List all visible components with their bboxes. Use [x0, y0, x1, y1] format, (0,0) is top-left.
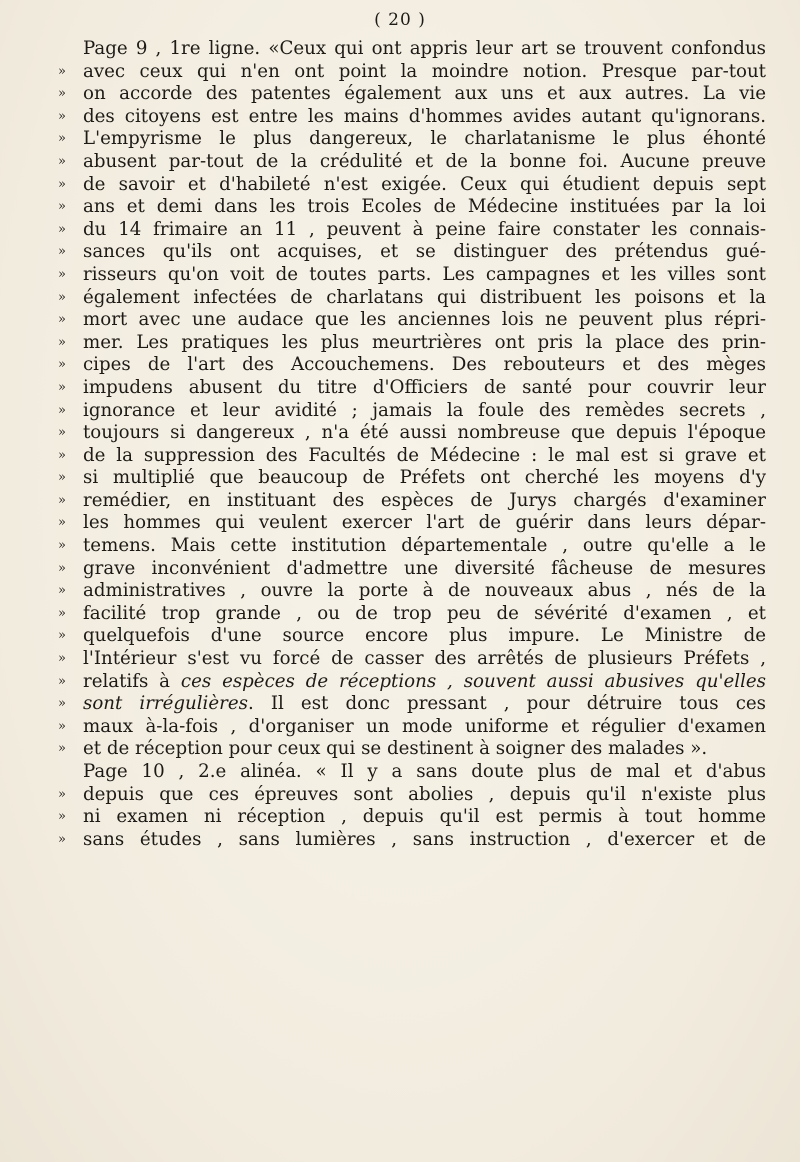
line-text: abusent par-tout de la crédulité et de la bonne foi. Aucune preuve	[83, 150, 766, 172]
line-text: ans et demi dans les trois Ecoles de Médecine instituées par la loi	[83, 196, 766, 218]
quote-continuation-mark: »	[58, 402, 66, 418]
text-line	[58, 738, 766, 761]
quote-continuation-mark: »	[58, 266, 66, 282]
text-line	[58, 287, 766, 310]
text-line	[58, 761, 766, 784]
line-text: Page 9 , 1re ligne. «Ceux qui ont appris leur art se trouvent confondus	[83, 38, 766, 59]
line-text: administratives , ouvre la porte à de nouveaux abus , nés de la	[83, 580, 766, 602]
line-text: cipes de l'art des Accouchemens. Des rebouteurs et des mèges	[83, 354, 766, 376]
quote-continuation-mark: »	[58, 334, 66, 350]
italic-text: ces espèces de réceptions , souvent aussi abusives qu'elles	[180, 670, 766, 692]
line-text	[83, 693, 766, 716]
quote-continuation-mark: »	[58, 560, 66, 576]
line-text: on accorde des patentes également aux uns et aux autres. La vie	[83, 83, 766, 105]
text-line	[58, 784, 766, 807]
text-line	[58, 671, 766, 694]
text-line	[58, 558, 766, 581]
text-line	[58, 490, 766, 513]
italic-text: sont irrégulières	[83, 693, 248, 715]
quote-continuation-mark: »	[58, 176, 66, 192]
line-text: mer. Les pratiques les plus meurtrières ont pris la place des prin-	[83, 331, 766, 353]
text-line	[58, 38, 766, 61]
text-line	[58, 806, 766, 829]
line-text: impudens abusent du titre d'Officiers de santé pour couvrir leur	[83, 376, 766, 398]
quote-continuation-mark: »	[58, 63, 66, 79]
line-text: maux à-la-fois , d'organiser un mode uniforme et régulier d'examen	[83, 715, 766, 737]
text-line	[58, 716, 766, 739]
text-line	[58, 603, 766, 626]
text-line	[58, 829, 766, 852]
line-text: du 14 frimaire an 11 , peuvent à peine faire constater les connais-	[83, 218, 766, 240]
text-line	[58, 648, 766, 671]
text-line	[58, 128, 766, 151]
line-text: des citoyens est entre les mains d'hommes avides autant qu'ignorans.	[83, 105, 766, 127]
quote-continuation-mark: »	[58, 718, 66, 734]
text-line	[58, 693, 766, 716]
quote-continuation-mark: »	[58, 425, 66, 441]
quote-continuation-mark: »	[58, 357, 66, 373]
line-text: avec ceux qui n'en ont point la moindre notion. Presque par-tout	[83, 60, 766, 82]
page-number: ( 20 )	[374, 10, 426, 30]
text-line	[58, 309, 766, 332]
line-text: L'empyrisme le plus dangereux, le charlatanisme le plus éhonté	[83, 128, 766, 150]
text-line	[58, 377, 766, 400]
text-line	[58, 219, 766, 242]
quote-continuation-mark: »	[58, 628, 66, 644]
text-line	[58, 467, 766, 490]
line-text: facilité trop grande , ou de trop peu de sévérité d'examen , et	[83, 602, 766, 624]
line-text: quelquefois d'une source encore plus impure. Le Ministre de	[83, 625, 766, 647]
text-line	[58, 580, 766, 603]
text-line	[58, 625, 766, 648]
text-line	[58, 151, 766, 174]
line-text: également infectées de charlatans qui distribuent les poisons et la	[83, 286, 766, 308]
quote-continuation-mark: »	[58, 108, 66, 124]
quote-continuation-mark: »	[58, 651, 66, 667]
quote-continuation-mark: »	[58, 492, 66, 508]
text-line	[58, 241, 766, 264]
quote-continuation-mark: »	[58, 221, 66, 237]
line-text: de savoir et d'habileté n'est exigée. Ceux qui étudient depuis sept	[83, 173, 766, 195]
quote-continuation-mark: »	[58, 199, 66, 215]
quote-continuation-mark: »	[58, 447, 66, 463]
quote-continuation-mark: »	[58, 153, 66, 169]
text-segment: . Il est donc pressant , pour détruire tous ces	[247, 693, 766, 715]
text-line	[58, 264, 766, 287]
quote-continuation-mark: »	[58, 673, 66, 689]
line-text: les hommes qui veulent exercer l'art de guérir dans leurs dépar-	[83, 512, 766, 534]
line-text: sances qu'ils ont acquises, et se distinguer des prétendus gué-	[83, 241, 766, 263]
quote-continuation-mark: »	[58, 244, 66, 260]
quote-continuation-mark: »	[58, 831, 66, 847]
line-text: ni examen ni réception , depuis qu'il est permis à tout homme	[83, 806, 766, 828]
quote-continuation-mark: »	[58, 379, 66, 395]
quote-continuation-mark: »	[58, 583, 66, 599]
text-segment: relatifs à	[83, 670, 181, 692]
line-text: risseurs qu'on voit de toutes parts. Les campagnes et les villes sont	[83, 263, 766, 285]
line-text: si multiplié que beaucoup de Préfets ont cherché les moyens d'y	[83, 467, 766, 489]
quote-continuation-mark: »	[58, 809, 66, 825]
line-text: toujours si dangereux , n'a été aussi nombreuse que depuis l'époque	[83, 422, 766, 444]
quote-continuation-mark: »	[58, 86, 66, 102]
text-line	[58, 196, 766, 219]
quote-continuation-mark: »	[58, 696, 66, 712]
line-text: temens. Mais cette institution départementale , outre qu'elle a le	[83, 535, 766, 557]
line-text: Page 10 , 2.e alinéa. « Il y a sans doute plus de mal et d'abus	[83, 761, 766, 782]
text-line	[58, 512, 766, 535]
line-text: grave inconvénient d'admettre une diversité fâcheuse de mesures	[83, 557, 766, 579]
text-line	[58, 422, 766, 445]
text-line	[58, 106, 766, 129]
quote-continuation-mark: »	[58, 741, 66, 757]
quote-continuation-mark: »	[58, 312, 66, 328]
line-text: et de réception pour ceux qui se destinent à soigner des malades ».	[83, 738, 708, 760]
line-text: depuis que ces épreuves sont abolies , depuis qu'il n'existe plus	[83, 783, 766, 805]
quote-continuation-mark: »	[58, 538, 66, 554]
line-text	[83, 671, 766, 694]
quote-continuation-mark: »	[58, 515, 66, 531]
quote-continuation-mark: »	[58, 605, 66, 621]
text-line	[58, 174, 766, 197]
line-text: remédier, en instituant des espèces de Jurys chargés d'examiner	[83, 489, 766, 511]
line-text: mort avec une audace que les anciennes lois ne peuvent plus répri-	[83, 309, 766, 331]
quote-continuation-mark: »	[58, 131, 66, 147]
text-line	[58, 535, 766, 558]
text-line	[58, 354, 766, 377]
text-line	[58, 61, 766, 84]
line-text: l'Intérieur s'est vu forcé de casser des arrêtés de plusieurs Préfets ,	[83, 648, 766, 670]
text-line	[58, 445, 766, 468]
text-line	[58, 400, 766, 423]
text-line	[58, 332, 766, 355]
line-text: ignorance et leur avidité ; jamais la foule des remèdes secrets ,	[83, 399, 766, 421]
line-text: sans études , sans lumières , sans instruction , d'exercer et de	[83, 828, 766, 850]
text-line	[58, 83, 766, 106]
quote-continuation-mark: »	[58, 786, 66, 802]
quote-continuation-mark: »	[58, 470, 66, 486]
quote-continuation-mark: »	[58, 289, 66, 305]
page-text	[58, 38, 766, 851]
line-text: de la suppression des Facultés de Médecine : le mal est si grave et	[83, 444, 766, 466]
